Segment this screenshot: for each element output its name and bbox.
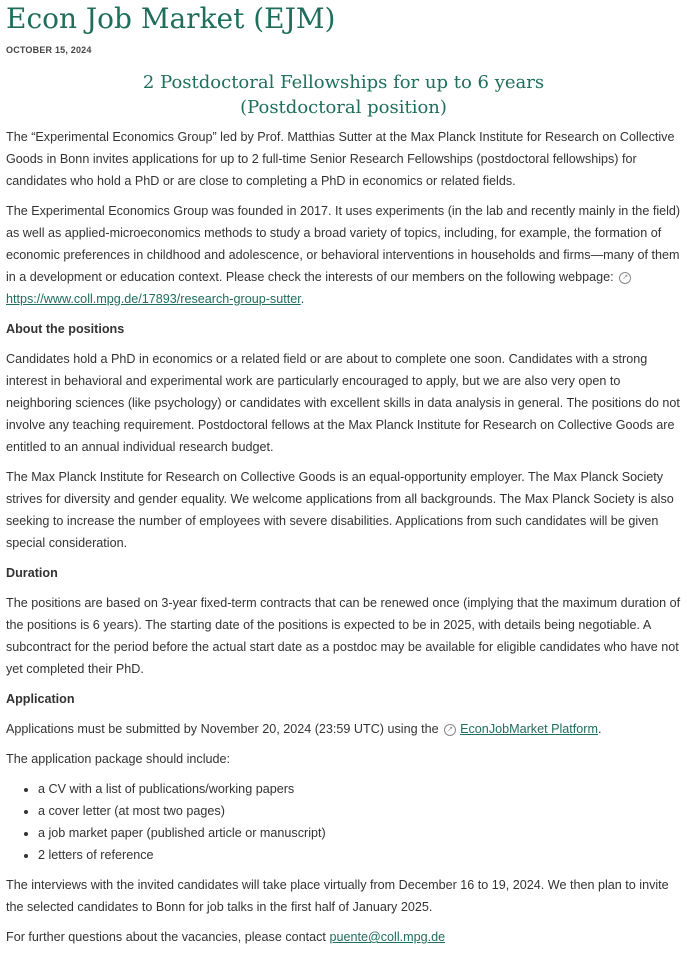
intro-paragraph: The “Experimental Economics Group” led by Prof. Matthias Sutter at the Max Planck Institute for Research on Collective Goods in Bonn invites applications for up to 2 full-time Senior Research Fellowships (postdoctoral fellowships) for candidates who hold a PhD or are close to completing a PhD in economics or related fields. [6,130,675,188]
external-link-icon: ↗ [619,272,631,284]
group-paragraph-end: . [300,292,305,306]
ejm-platform-link[interactable]: EconJobMarket Platform [460,722,598,736]
package-paragraph: The application package should include: [6,752,231,766]
job-title-line2: (Postdoctoral position) [240,97,447,118]
contact-paragraph [6,926,681,948]
duration-paragraph: The positions are based on 3-year fixed-term contracts that can be renewed once (implying that the maximum duration of the positions is 6 years). The starting date of the positions is expected to be in 2025, with details being negotiable. A subcontract for the period before the actual start date as a postdoc may be available for eligible candidates who have not yet completed their PhD. [6,596,681,676]
interviews-paragraph: The interviews with the invited candidates will take place virtually from December 16 to 19, 2024. We then plan to invite the selected candidates to Bonn for job talks in the first half of January 2025. [6,878,669,914]
group-paragraph-text: The Experimental Economics Group was founded in 2017. It uses experiments (in the lab and recently mainly in the field) as well as applied-microeconomics methods to study a broad variety of topics, including, for example, the formation of economic preferences in childhood and adolescence, or behavioral interventions in households and firms—many of them in a development or education context. Please check the interests of our members on the following webpage: [6,204,681,284]
list-item: • a job market paper (published article or manuscript) [38,822,681,844]
equal-opportunity-paragraph: The Max Planck Institute for Research on Collective Goods is an equal-opportunity employer. The Max Planck Society strives for diversity and gender equality. We welcome applications from all backgrounds. The Max Planck Society is also seeking to increase the number of employees with severe disabilities. Applications from such candidates will be given special consideration. [6,470,674,550]
heading-about-positions: About the positions [6,322,125,336]
contact-email-link[interactable]: puente@coll.mpg.de [329,930,446,944]
package-list [6,778,681,866]
list-item: • a CV with a list of publications/working papers [38,778,681,800]
posting-date: OCTOBER 15, 2024 [6,45,92,55]
list-item: • 2 letters of reference [38,844,681,866]
job-title-line1: 2 Postdoctoral Fellowships for up to 6 years [142,72,545,93]
job-title [6,70,681,120]
heading-duration: Duration [6,566,58,580]
application-text-end: . [598,722,602,736]
group-paragraph [6,200,681,310]
list-item: • a cover letter (at most two pages) [38,800,681,822]
contact-text: For further questions about the vacancies, please contact [6,930,326,944]
external-link-icon: ↗ [444,724,456,736]
site-title[interactable]: Econ Job Market (EJM) [6,2,336,35]
application-text: Applications must be submitted by November 20, 2024 (23:59 UTC) using the [6,722,439,736]
research-group-link[interactable]: https://www.coll.mpg.de/17893/research-group-sutter [6,292,301,306]
positions-paragraph: Candidates hold a PhD in economics or a related field or are about to complete one soon. Candidates with a strong interest in behavioral and experimental work are particularly encouraged to apply, but we are also very open to neighboring sciences (like psychology) or candidates with excellent skills in data analysis in general. The positions do not involve any teaching requirement. Postdoctoral fellows at the Max Planck Institute for Research on Collective Goods are entitled to an annual individual research budget. [6,352,680,454]
heading-application: Application [6,692,75,706]
application-paragraph [6,718,681,740]
